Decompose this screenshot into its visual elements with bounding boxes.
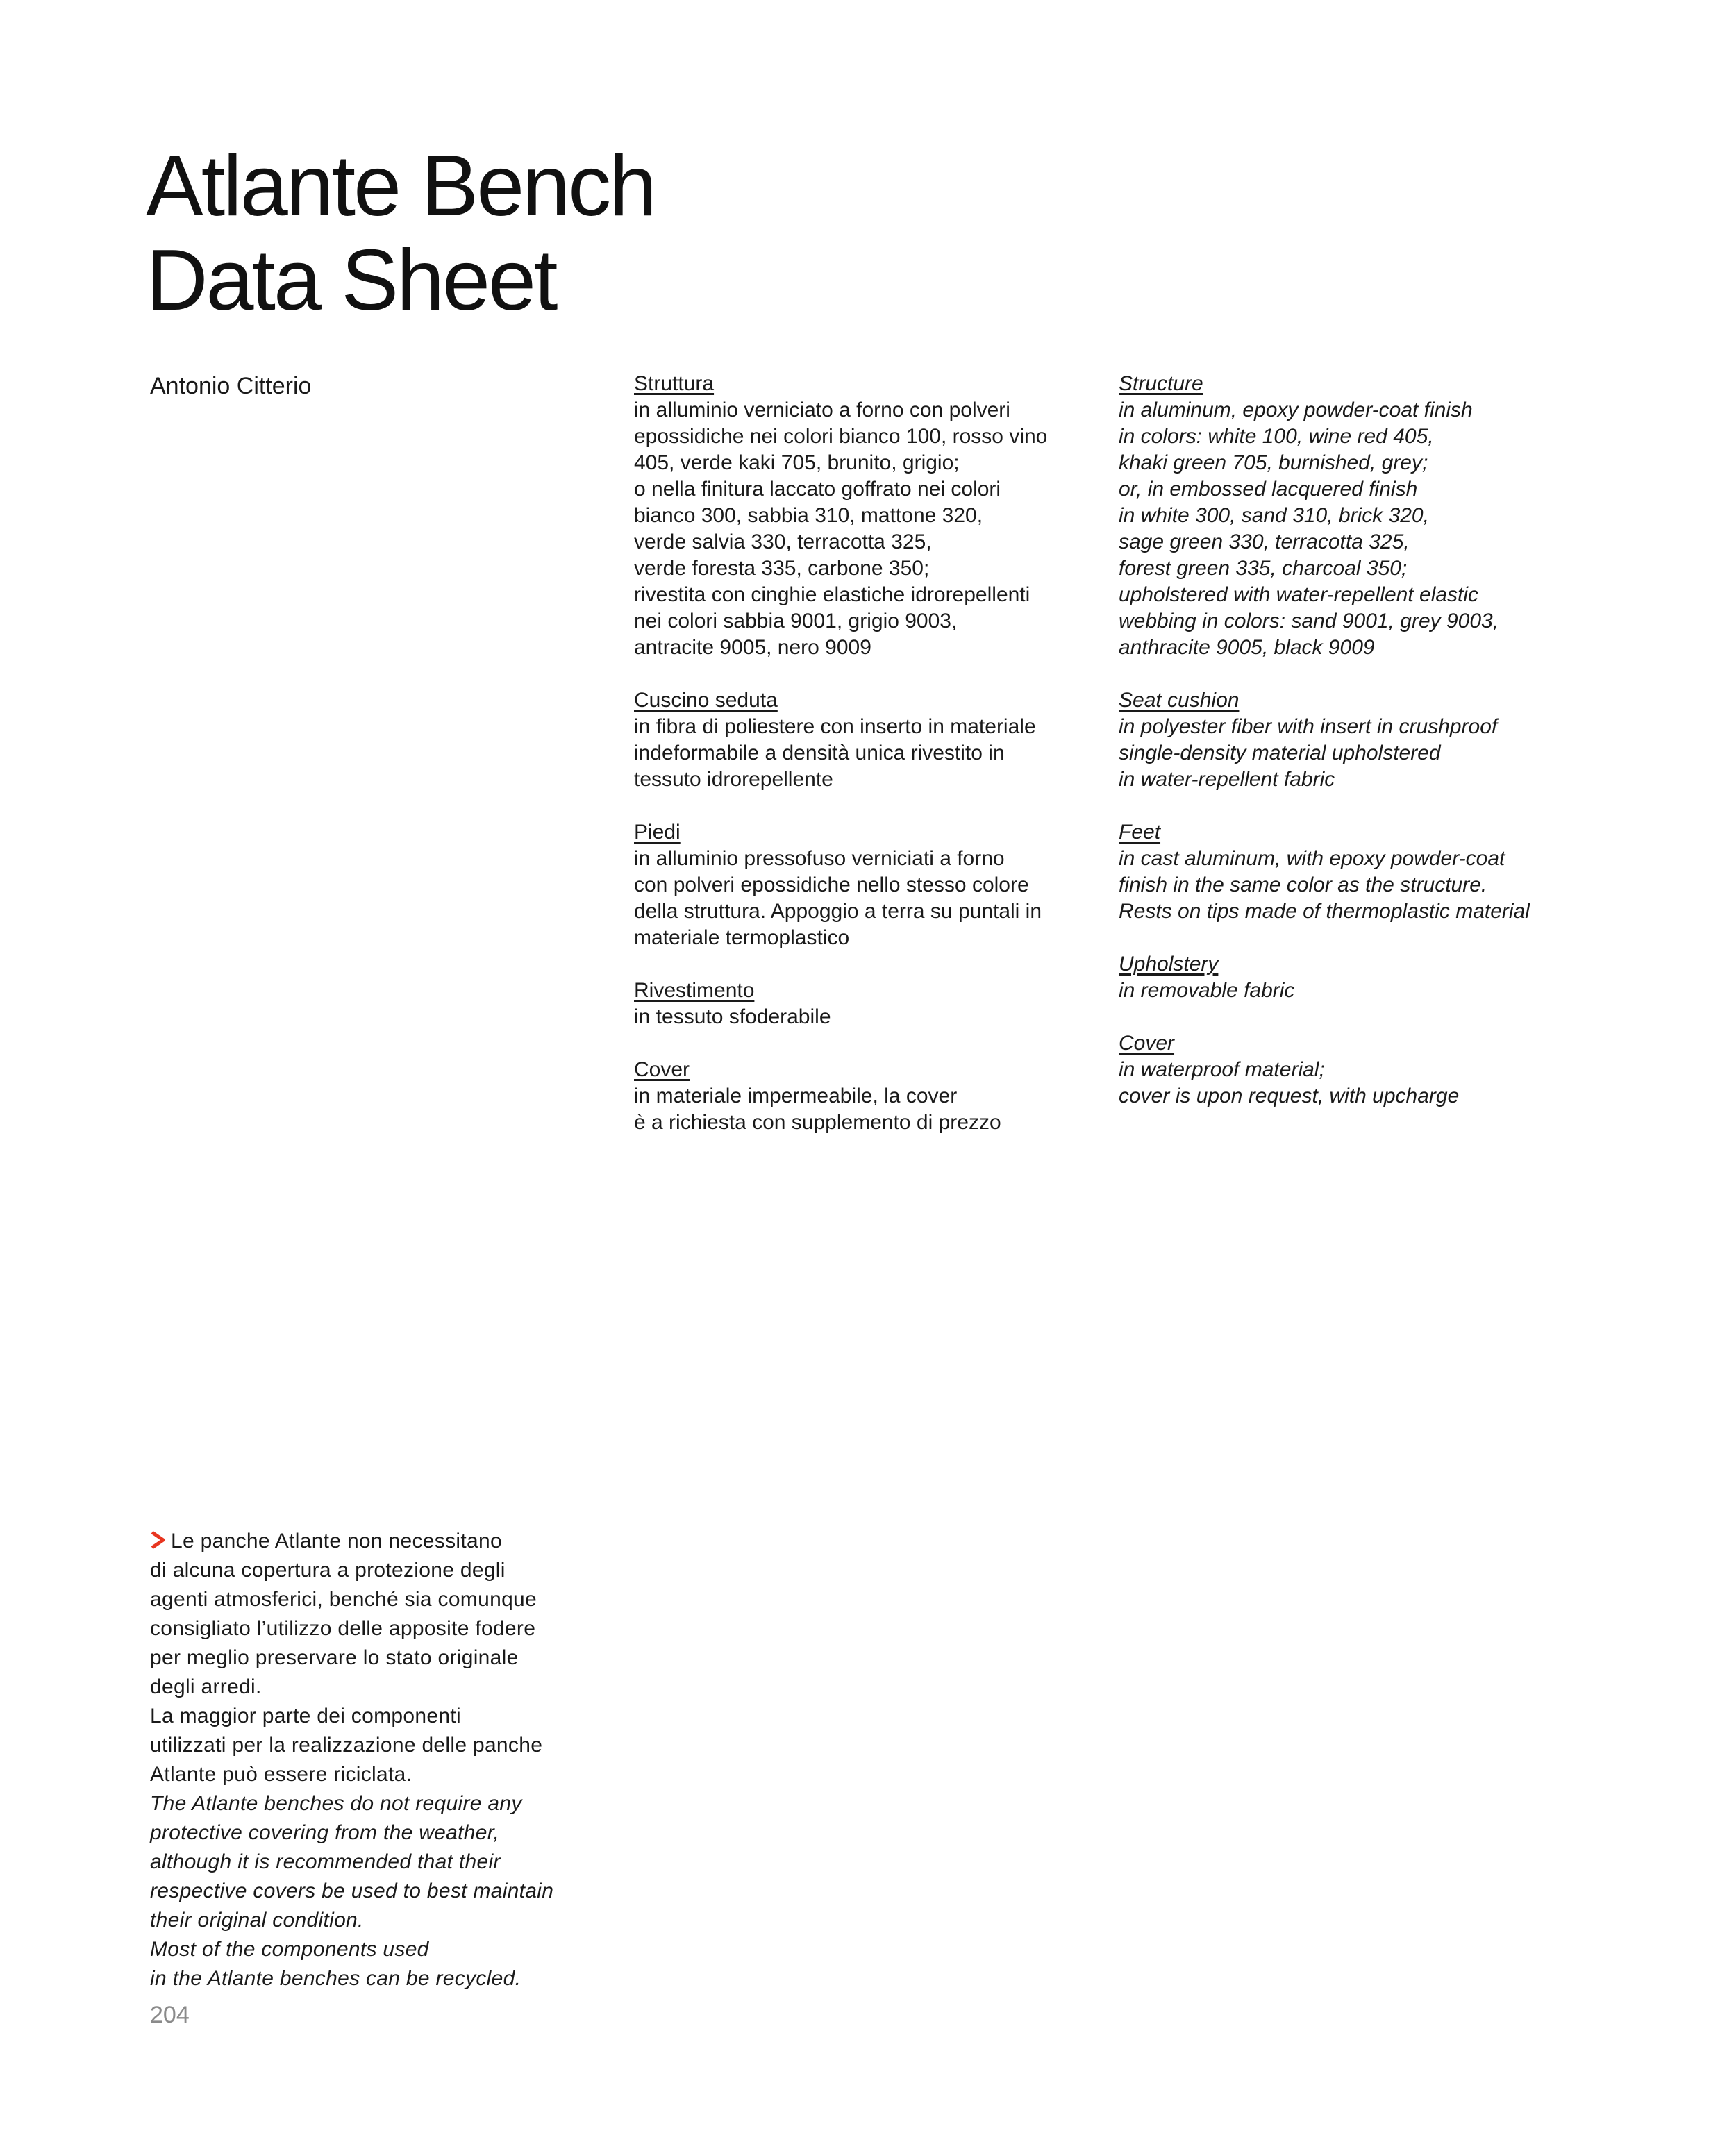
spec-heading: Struttura [634,372,715,395]
note-text-line: protective covering from the weather, [150,1821,500,1844]
spec-text-line: khaki green 705, burnished, grey; [1119,451,1428,474]
spec-text-line: in alluminio verniciato a forno con polveri [634,399,1010,421]
spec-text-line: in water-repellent fabric [1119,768,1335,791]
spec-text-line: Rests on tips made of thermoplastic material [1119,900,1530,923]
spec-section [634,371,1106,661]
spec-section [1119,819,1591,925]
spec-heading: Cuscino seduta [634,689,778,712]
spec-text-line: or, in embossed lacquered finish [1119,478,1418,501]
spec-text-line: in aluminum, epoxy powder-coat finish [1119,399,1473,421]
designer-name: Antonio Citterio [150,373,312,399]
spec-heading: Seat cushion [1119,689,1240,712]
spec-text-line: 405, verde kaki 705, brunito, grigio; [634,451,960,474]
spec-text-line: in fibra di poliestere con inserto in materiale [634,715,1036,738]
spec-heading: Cover [634,1058,690,1081]
spec-text-line: è a richiesta con supplemento di prezzo [634,1111,1001,1134]
spec-text-line: single-density material upholstered [1119,742,1441,764]
note-text-line: utilizzati per la realizzazione delle panche [150,1734,543,1757]
page-number: 204 [150,2002,190,2028]
spec-text-line: in materiale impermeabile, la cover [634,1085,958,1107]
spec-section [1119,687,1591,793]
spec-text-line: rivestita con cinghie elastiche idrorepellenti [634,583,1030,606]
specs-italian-column [634,371,1106,1162]
spec-text-line: in waterproof material; [1119,1058,1325,1081]
spec-text-line: verde foresta 335, carbone 350; [634,557,930,580]
note-text: Le panche Atlante non necessitano [171,1530,502,1552]
spec-text-line: nei colori sabbia 9001, grigio 9003, [634,610,958,633]
spec-text-line: della struttura. Appoggio a terra su puntali in [634,900,1042,923]
note-text-line: La maggior parte dei componenti [150,1705,461,1727]
note-english [150,1789,608,1993]
spec-text-line: con polveri epossidiche nello stesso colore [634,873,1029,896]
spec-text-line: tessuto idrorepellente [634,768,833,791]
spec-section [1119,1030,1591,1110]
spec-text-line: in white 300, sand 310, brick 320, [1119,504,1429,527]
spec-text-line: cover is upon request, with upcharge [1119,1085,1460,1107]
specs-english-column [1119,371,1591,1136]
spec-text-line: webbing in colors: sand 9001, grey 9003, [1119,610,1499,633]
spec-section [634,1057,1106,1136]
spec-heading: Upholstery [1119,953,1219,976]
note-text-line [150,1527,608,1556]
spec-text-line: in alluminio pressofuso verniciati a forno [634,847,1005,870]
chevron-right-icon [150,1531,165,1549]
note-text-line: degli arredi. [150,1675,262,1698]
title-line-2: Data Sheet [146,233,556,328]
spec-section [1119,951,1591,1004]
note-text-line: Atlante può essere riciclata. [150,1763,412,1786]
note-italian [150,1527,608,1789]
spec-text-line: sage green 330, terracotta 325, [1119,530,1410,553]
title-line-1: Atlante Bench [146,138,656,234]
spec-text-line: in tessuto sfoderabile [634,1005,831,1028]
note-text-line: The Atlante benches do not require any [150,1792,522,1815]
spec-text-line: materiale termoplastico [634,926,850,949]
spec-text-line: in polyester fiber with insert in crushproof [1119,715,1498,738]
spec-heading: Cover [1119,1032,1175,1055]
spec-heading: Rivestimento [634,979,755,1002]
spec-section [1119,371,1591,661]
spec-text-line: upholstered with water-repellent elastic [1119,583,1479,606]
note-text-line: in the Atlante benches can be recycled. [150,1967,521,1990]
note-text-line: Most of the components used [150,1938,429,1961]
spec-text-line: bianco 300, sabbia 310, mattone 320, [634,504,983,527]
note-text-line: although it is recommended that their [150,1850,501,1873]
spec-heading: Feet [1119,821,1161,844]
spec-text-line: verde salvia 330, terracotta 325, [634,530,932,553]
spec-text-line: anthracite 9005, black 9009 [1119,636,1375,659]
spec-section [634,819,1106,951]
maintenance-note [150,1527,608,1993]
spec-text-line: antracite 9005, nero 9009 [634,636,871,659]
spec-text-line: indeformabile a densità unica rivestito in [634,742,1005,764]
note-text-line: di alcuna copertura a protezione degli [150,1559,506,1582]
spec-heading: Piedi [634,821,681,844]
note-text-line: respective covers be used to best maintain [150,1880,554,1902]
note-text-line: consigliato l’utilizzo delle apposite fodere [150,1617,536,1640]
spec-section [634,687,1106,793]
spec-section [634,978,1106,1030]
page-title [146,139,655,328]
note-text-line: agenti atmosferici, benché sia comunque [150,1588,537,1611]
spec-text-line: forest green 335, charcoal 350; [1119,557,1408,580]
spec-text-line: in cast aluminum, with epoxy powder-coat [1119,847,1505,870]
note-text-line: their original condition. [150,1909,364,1932]
spec-text-line: o nella finitura laccato goffrato nei colori [634,478,1001,501]
spec-text-line: in removable fabric [1119,979,1295,1002]
spec-heading: Structure [1119,372,1203,395]
note-text-line: per meglio preservare lo stato originale [150,1646,519,1669]
spec-text-line: in colors: white 100, wine red 405, [1119,425,1434,448]
spec-text-line: finish in the same color as the structure. [1119,873,1487,896]
spec-text-line: epossidiche nei colori bianco 100, rosso vino [634,425,1048,448]
